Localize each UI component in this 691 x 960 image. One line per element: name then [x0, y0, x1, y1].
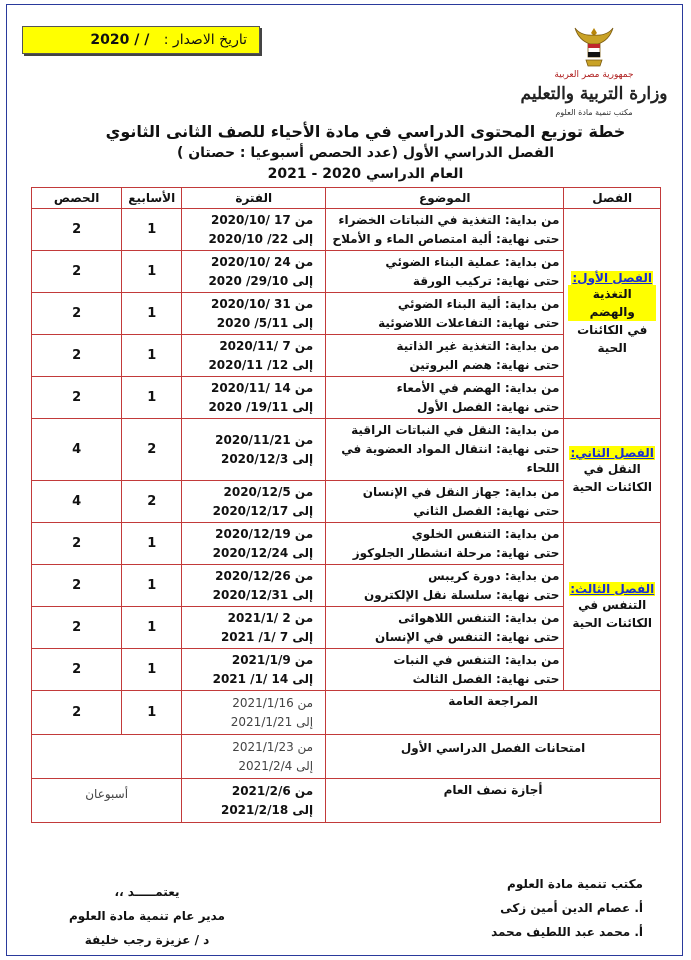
weeks-value: 2 [122, 419, 182, 481]
topic-to: حتى نهاية: ألية امتصاص الماء و الأملاح [332, 231, 560, 246]
director-name: د / عزيزة رجب خليفة [84, 933, 210, 947]
weeks-value: 1 [122, 293, 182, 335]
issue-label: تاريخ الاصدار : [163, 32, 247, 48]
weeks-value: 1 [122, 565, 182, 607]
period-from: من 14 /2020/11 [210, 380, 314, 395]
unit-name: الفصل الأول: [572, 270, 653, 285]
office-name: مكتب تنمية مادة العلوم [507, 877, 643, 891]
table-row [32, 523, 661, 565]
curriculum-table [31, 187, 661, 823]
topic-to: حتى نهاية: سلسلة نقل الإلكترون [363, 587, 560, 602]
period-from: من 2020/12/19 [215, 526, 314, 541]
topic-from: من بداية: عملية البناء الضوئي [385, 254, 560, 269]
approved-label: يعتمـــــد ،، [114, 885, 180, 899]
header-topic: الموضوع [326, 188, 564, 209]
topic-from: من بداية: النقل في النباتات الراقية [351, 423, 560, 437]
topic-from: من بداية: جهاز النقل في الإنسان [362, 484, 560, 499]
topic-to: حتى نهاية: الفصل الثالث [412, 671, 560, 686]
issue-date-box [22, 26, 260, 54]
weeks-value: 2 [122, 481, 182, 523]
periods-value: 2 [32, 565, 122, 607]
term-subtitle: الفصل الدراسي الأول (عدد الحصص أسبوعيا : حصتان ) [176, 145, 555, 161]
period-from: من 2021/1/23 [232, 739, 314, 754]
period-to: إلى 5/11/ 2020 [216, 315, 314, 330]
period-from: من 2020/12/26 [215, 568, 314, 583]
header-unit: الفصل [564, 188, 661, 209]
vacation-duration: أسبوعان [32, 779, 182, 823]
topic-from: من بداية: التغذية في النباتات الخضراء [338, 212, 560, 227]
period-from: من 31 /2020/10 [210, 296, 314, 311]
topic-from: من بداية: ألية البناء الضوئي [397, 296, 560, 311]
periods-value: 2 [32, 523, 122, 565]
topic-from: من بداية: الهضم في الأمعاء [396, 380, 560, 395]
periods-value: 2 [32, 691, 122, 735]
table-header-row [32, 188, 661, 209]
approval-block [62, 880, 232, 952]
topic-to: حتى نهاية: تركيب الورقة [412, 273, 560, 288]
unit-name: الفصل الثالث: [570, 581, 655, 596]
period-to: إلى 2021/1/21 [230, 714, 314, 729]
unit-cell-2 [564, 419, 661, 523]
unit-line: في الكائنات [577, 322, 648, 337]
periods-value: 2 [32, 377, 122, 419]
periods-value: 2 [32, 335, 122, 377]
preparer-2: أ. محمد عبد اللطيف محمد [491, 925, 643, 939]
weeks-value: 1 [122, 251, 182, 293]
unit-line: النقل في [583, 461, 641, 476]
topic-to: حتى نهاية: هضم البروتين [409, 357, 560, 372]
weeks-value: 1 [122, 607, 182, 649]
review-topic: المراجعة العامة [326, 691, 661, 735]
eagle-emblem-icon [574, 24, 614, 70]
period-to: إلى 29/10/ 2020 [208, 273, 314, 288]
header-period: الفترة [182, 188, 326, 209]
unit-line: الكائنات الحية [572, 479, 653, 494]
unit-line: الكائنات الحية [572, 615, 653, 630]
year-subtitle: العام الدراسي 2020 - 2021 [267, 166, 464, 182]
issue-date: / / 2020 [90, 32, 150, 48]
topic-to: حتى نهاية: الفصل الأول [416, 399, 560, 414]
period-from: من 24 /2020/10 [210, 254, 314, 269]
periods-value: 2 [32, 251, 122, 293]
logo-office-text: مكتب تنمية مادة العلوم [555, 108, 633, 117]
unit-line: التنفس في [578, 597, 647, 612]
topic-from: من بداية: التغذية غير الذاتية [396, 338, 560, 353]
period-to: إلى 12/ 2020/11 [208, 357, 314, 372]
vacation-topic: أجازة نصف العام [326, 779, 661, 823]
periods-value: 2 [32, 649, 122, 691]
periods-value: 2 [32, 607, 122, 649]
topic-to: حتى نهاية: انتقال المواد العضوية في [341, 442, 560, 456]
topic-to: حتى نهاية: التنفس في الإنسان [374, 629, 560, 644]
period-to: إلى 2020/12/24 [212, 545, 314, 560]
unit-line: الحية [597, 340, 627, 355]
ministry-logo [519, 24, 669, 120]
topic-to: حتى نهاية: التفاعلات اللاضوئية [378, 315, 560, 330]
logo-ministry-text: وزارة التربية والتعليم [520, 84, 668, 104]
period-to: إلى 2020/12/31 [212, 587, 314, 602]
logo-country-text: جمهورية مصر العربية [554, 70, 634, 80]
periods-value: 2 [32, 293, 122, 335]
unit-cell-3 [564, 523, 661, 691]
table-row [32, 209, 661, 251]
vacation-row [32, 779, 661, 823]
unit-cell-1 [564, 209, 661, 419]
unit-line: التغذية والهضم [568, 285, 656, 321]
weeks-value: 1 [122, 377, 182, 419]
topic-to: حتى نهاية: مرحلة انشطار الجلوكوز [352, 545, 560, 560]
topic-to: حتى نهاية: الفصل الثاني [413, 503, 560, 518]
director-title: مدير عام تنمية مادة العلوم [69, 909, 225, 923]
exams-row [32, 735, 661, 779]
topic-from: من بداية: التنفس اللاهوائى [398, 610, 560, 625]
weeks-value: 1 [122, 335, 182, 377]
preparers-block [491, 872, 643, 944]
topic-from: من بداية: التنفس الخلوي [411, 526, 560, 541]
period-from: من 2020/12/5 [223, 484, 314, 499]
period-from: من 2 /2021/1 [227, 610, 314, 625]
period-to: إلى 19/11/ 2020 [208, 399, 314, 414]
header-periods: الحصص [32, 188, 122, 209]
header-weeks: الأسابيع [122, 188, 182, 209]
topic-from: من بداية: التنفس في النبات [393, 652, 560, 667]
periods-value: 4 [32, 419, 122, 481]
topic-from: من بداية: دورة كريبس [428, 568, 560, 583]
period-from: من 2021/1/16 [232, 695, 314, 710]
period-from: من 2021/1/9 [231, 652, 314, 667]
period-to: إلى 14 /1/ 2021 [212, 671, 314, 686]
period-to: إلى 22/ 2020/10 [208, 231, 314, 246]
period-from: من 17 /2020/10 [210, 212, 314, 227]
preparer-1: أ. عصام الدين أمين زكى [500, 901, 643, 915]
period-to: إلى 2020/12/3 [220, 451, 314, 466]
period-to: إلى 2020/12/17 [212, 503, 314, 518]
periods-value: 4 [32, 481, 122, 523]
period-to: إلى 7 /1/ 2021 [220, 629, 314, 644]
table-row [32, 419, 661, 481]
periods-value: 2 [32, 209, 122, 251]
topic-to-cont: اللحاء [526, 461, 560, 475]
weeks-value: 1 [122, 691, 182, 735]
page-title: خطة توزيع المحتوى الدراسي في مادة الأحياء للصف الثانى الثانوي [105, 122, 626, 141]
exams-topic: امتحانات الفصل الدراسي الأول [326, 735, 661, 779]
weeks-value: 1 [122, 523, 182, 565]
unit-name: الفصل الثاني: [570, 445, 654, 460]
weeks-value: 1 [122, 209, 182, 251]
period-from: من 2020/11/21 [215, 432, 314, 447]
weeks-value: 1 [122, 649, 182, 691]
review-row [32, 691, 661, 735]
period-from: من 7 /2020/11 [219, 338, 314, 353]
period-from: من 2021/2/6 [231, 783, 314, 798]
period-to: إلى 2021/2/18 [220, 802, 314, 817]
period-to: إلى 2021/2/4 [238, 758, 314, 773]
exams-empty-cell [32, 735, 182, 779]
